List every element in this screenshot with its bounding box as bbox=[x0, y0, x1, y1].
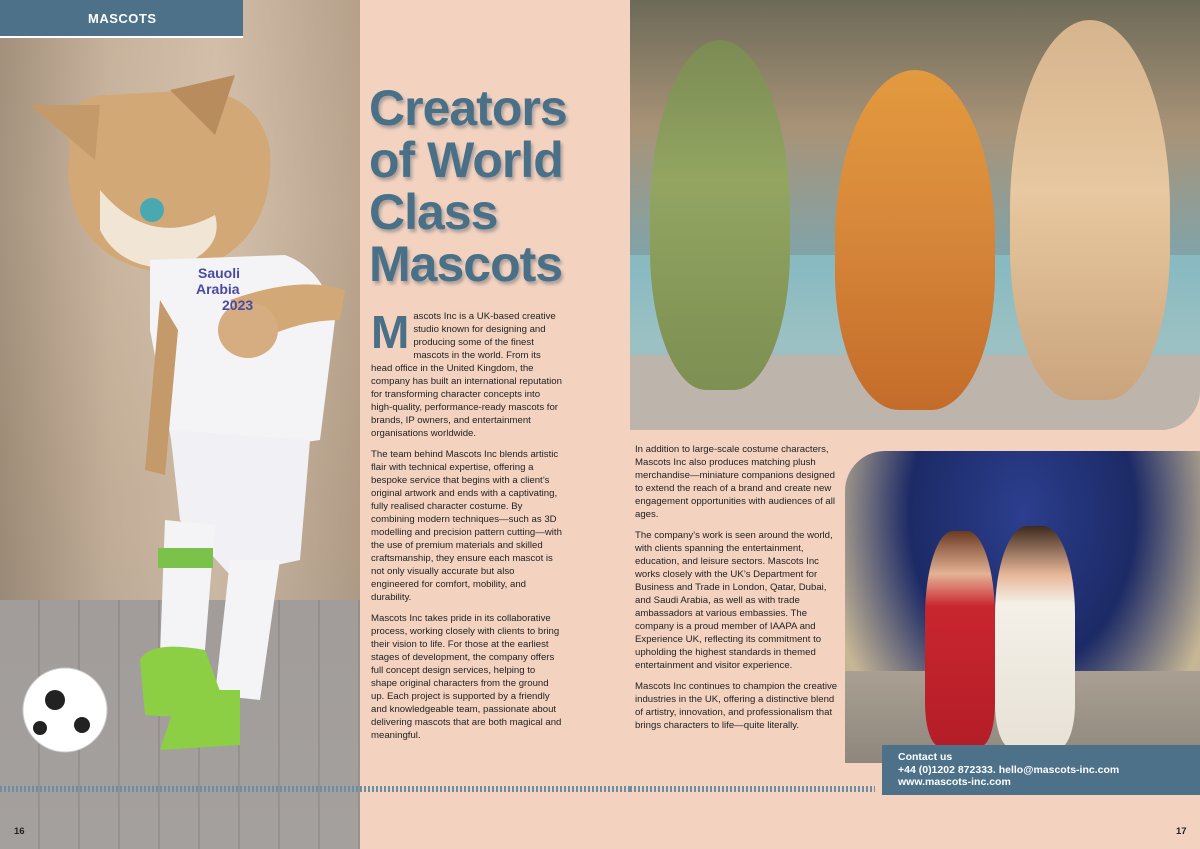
svg-text:Arabia: Arabia bbox=[196, 281, 240, 297]
svg-text:Sauoli: Sauoli bbox=[198, 265, 241, 281]
article-column-right bbox=[635, 443, 840, 740]
girl-mascot bbox=[925, 531, 995, 746]
right-page bbox=[630, 0, 1200, 849]
theme-park-mascots-photo bbox=[630, 0, 1200, 430]
paragraph-intro-text: ascots Inc is a UK-based creative studio known for designing and producing some of the finest mascots in the world. From its head office in the United Kingdom, the company has built an international reputation for transforming character concepts into high-quality, performance-ready mascots for brands, IP owners, and entertainment organisations worldwide. bbox=[371, 311, 562, 439]
cat-mascot-figure bbox=[0, 0, 360, 849]
jaguar-mascot bbox=[835, 70, 995, 410]
paragraph-merchandise: In addition to large-scale costume characters, Mascots Inc also produces matching plush merchandise—miniature companions designed to extend the reach of a brand and create new engagement opportunities with audiences of all ages. bbox=[635, 444, 836, 520]
dotted-rule-right bbox=[630, 786, 875, 792]
turtle-mascot bbox=[650, 40, 790, 390]
article-column-left bbox=[371, 306, 562, 750]
dropcap: M bbox=[371, 306, 410, 358]
cat-mascot bbox=[1010, 20, 1170, 400]
section-label: MASCOTS bbox=[88, 11, 157, 26]
contact-website[interactable]: www.mascots-inc.com bbox=[898, 776, 1011, 788]
children-mascots-photo bbox=[845, 451, 1200, 763]
article-headline: Creators of World Class Mascots bbox=[369, 80, 567, 292]
paragraph-intro bbox=[371, 306, 562, 440]
page-number-left: 16 bbox=[14, 826, 25, 837]
contact-heading: Contact us bbox=[898, 751, 953, 763]
section-tab bbox=[0, 0, 243, 38]
dotted-rule-left bbox=[0, 786, 630, 792]
paragraph-process: Mascots Inc takes pride in its collaborative process, working closely with clients to bring their vision to life. For those at the earliest stages of development, the company offers full concept design services, helping to shape original characters from the ground up. Each project is supported by a friendly and knowledgeable team, passionate about delivering mascots that are both magical and meaningful. bbox=[371, 613, 562, 741]
football-mascot-photo bbox=[0, 0, 360, 849]
page-number-right: 17 bbox=[1176, 826, 1187, 837]
paragraph-team: The team behind Mascots Inc blends artistic flair with technical expertise, offering a bespoke service that begins with a client’s original artwork and ends with a captivating, fully realised character costume. By combining modern techniques—such as 3D modelling and precision pattern cutting—with the use of premium materials and skilled craftsmanship, they ensure each mascot is not only visually accurate but also engineered for comfort, mobility, and durability. bbox=[371, 449, 562, 603]
paragraph-closing: Mascots Inc continues to champion the creative industries in the UK, offering a distinctive blend of artistry, innovation, and professionalism that brings characters to life—quite literally. bbox=[635, 681, 838, 731]
boy-mascot bbox=[995, 526, 1075, 748]
contact-phone-email[interactable]: +44 (0)1202 872333. hello@mascots-inc.com bbox=[898, 764, 1120, 776]
svg-text:2023: 2023 bbox=[222, 297, 254, 313]
paragraph-clients: The company’s work is seen around the world, with clients spanning the entertainment, education, and leisure sectors. Mascots Inc works closely with the UK’s Department for Business and Trade in London, Qatar, Dubai, and Saudi Arabia, as well as with trade ambassadors at various embassies. The company is a proud member of IAAPA and Experience UK, reflecting its commitment to upholding the highest standards in themed entertainment and visitor experience. bbox=[635, 530, 833, 671]
contact-box bbox=[882, 745, 1200, 795]
